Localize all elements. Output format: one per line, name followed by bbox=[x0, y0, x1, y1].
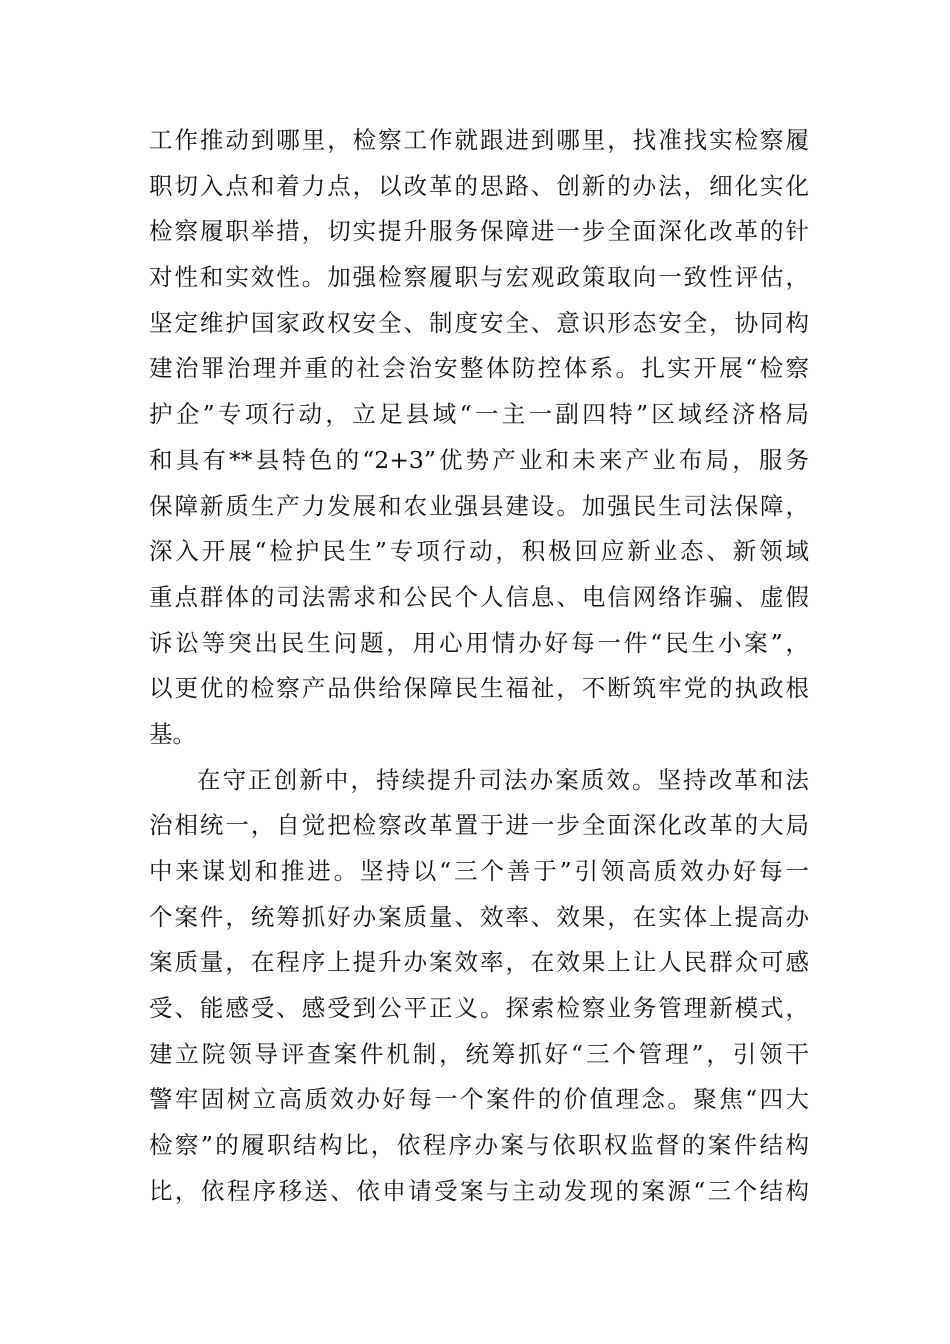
text-line: 基。 bbox=[149, 719, 196, 748]
text-line: 职切入点和着力点，以改革的思路、创新的办法，细化实化 bbox=[149, 171, 809, 200]
text-line: 治相统一，自觉把检察改革置于进一步全面深化改革的大局 bbox=[149, 811, 809, 840]
text-line: 案质量，在程序上提升办案效率，在效果上让人民群众可感 bbox=[149, 948, 809, 977]
text-line: 建立院领导评查案件机制，统筹抓好“三个管理”，引领干 bbox=[149, 1039, 809, 1068]
text-line: 检察履职举措，切实提升服务保障进一步全面深化改革的针 bbox=[149, 217, 809, 246]
text-line: 工作推动到哪里，检察工作就跟进到哪里，找准找实检察履 bbox=[149, 126, 809, 154]
text-line: 中来谋划和推进。坚持以“三个善于”引领高质效办好每一 bbox=[149, 857, 809, 885]
text-line: 受、能感受、感受到公平正义。探索检察业务管理新模式， bbox=[149, 994, 809, 1023]
text-line: 警牢固树立高质效办好每一个案件的价值理念。聚焦“四大 bbox=[149, 1085, 809, 1114]
text-line: 和具有**县特色的“2+3”优势产业和未来产业布局，服务 bbox=[149, 445, 809, 474]
text-line: 以更优的检察产品供给保障民生福祉，不断筑牢党的执政根 bbox=[149, 674, 809, 703]
text-line: 对性和实效性。加强检察履职与宏观政策取向一致性评估， bbox=[149, 263, 809, 292]
text-line: 检察”的履职结构比，依程序办案与依职权监督的案件结构 bbox=[149, 1131, 809, 1160]
text-line: 重点群体的司法需求和公民个人信息、电信网络诈骗、虚假 bbox=[149, 582, 809, 611]
text-line: 建治罪治理并重的社会治安整体防控体系。扎实开展“检察 bbox=[149, 354, 809, 383]
text-line: 护企”专项行动，立足县域“一主一副四特”区域经济格局 bbox=[149, 400, 809, 429]
text-line: 在守正创新中，持续提升司法办案质效。坚持改革和法 bbox=[197, 765, 809, 794]
text-line: 诉讼等突出民生问题，用心用情办好每一件“民生小案”， bbox=[149, 628, 809, 657]
text-line: 个案件，统筹抓好办案质量、效率、效果，在实体上提高办 bbox=[149, 902, 809, 931]
text-line: 坚定维护国家政权安全、制度安全、意识形态安全，协同构 bbox=[149, 308, 809, 337]
document-body bbox=[149, 118, 809, 1215]
text-line: 比，依程序移送、依申请受案与主动发现的案源“三个结构 bbox=[149, 1176, 809, 1205]
text-line: 保障新质生产力发展和农业强县建设。加强民生司法保障， bbox=[149, 491, 809, 520]
text-line: 深入开展“检护民生”专项行动，积极回应新业态、新领域 bbox=[149, 537, 809, 566]
